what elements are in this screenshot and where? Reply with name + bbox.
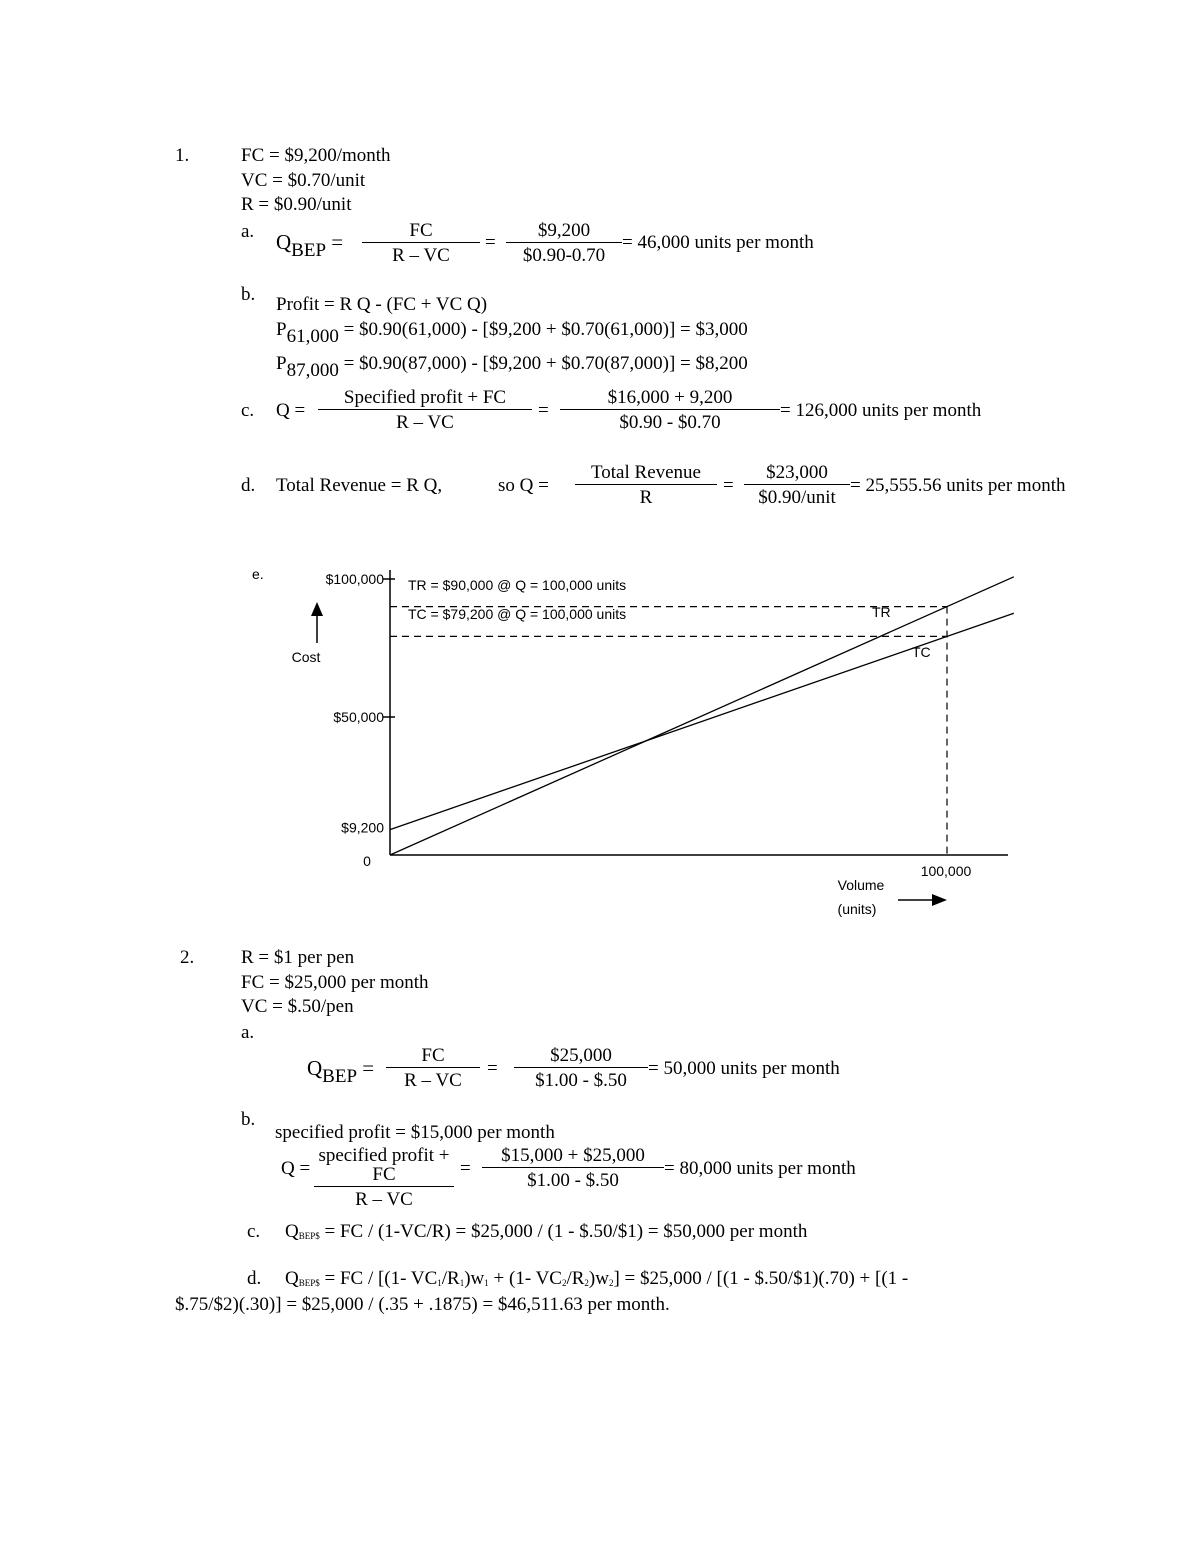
result-b: = 80,000 units per month <box>664 1158 856 1179</box>
part-d-label: d. <box>241 475 256 496</box>
part-d-label: d. <box>247 1268 262 1289</box>
vc-line: VC = $0.70/unit <box>241 170 366 191</box>
total-revenue-text: Total Revenue = R Q, <box>276 475 443 496</box>
part-c-label: c. <box>241 400 255 421</box>
fc-line: FC = $25,000 per month <box>241 972 429 993</box>
fraction-fc-over-r-vc: $\frac{FC}{R - VC}$ <box>362 221 480 265</box>
part-a-label: a. <box>241 221 255 242</box>
equals: = <box>460 1158 471 1179</box>
x-axis-title: Volume <box>837 877 885 893</box>
part-b-label: b. <box>241 284 256 305</box>
part-b-label: b. <box>241 1109 256 1130</box>
fraction-values: $23,000 $0.90/unit <box>744 463 850 507</box>
part-a-label: a. <box>241 1022 255 1043</box>
specified-profit-line: specified profit = $15,000 per month <box>275 1122 555 1143</box>
fraction-values: $\frac{\$25,000}{\$1.00 - \$.50}$ <box>514 1046 648 1090</box>
r-line: R = $1 per pen <box>241 947 355 968</box>
q-equals: Q = <box>281 1158 311 1179</box>
profit-61000: $P_{61,000}$ = $0.90(61,000) - [$9,200 + $0.70(61,000)] = $3,000 <box>276 319 748 347</box>
y-axis-title: Cost <box>291 649 321 665</box>
fraction-profit-plus-fc: specified profit + FC R – VC <box>314 1146 454 1209</box>
weighted-qbep-formula: $Q_{BEP\$}$ = FC / [(1- $VC_1/R_1)w_1 + (1-$ $VC_2/R_2)w_2$] = $25,000 / [(1 - $.50/$1)(.70) + [(1 - <box>285 1268 909 1289</box>
tc-annotation: TC = $79,200 @ Q = 100,000 units <box>408 606 627 622</box>
q-equals: Q = <box>276 400 306 421</box>
equals: = <box>538 400 549 421</box>
result-c: = 126,000 units per month <box>780 400 982 421</box>
equals: = <box>485 232 496 253</box>
fraction-values: $\frac{\$9,200}{\$0.90-0.70}$ <box>506 221 622 265</box>
result-a: = 50,000 units per month <box>648 1058 840 1079</box>
tr-annotation: TR = $90,000 @ Q = 100,000 units <box>408 577 627 593</box>
x-tick-label: 100,000 <box>920 863 972 879</box>
volume-arrowhead <box>932 894 947 906</box>
part-c-label: c. <box>247 1221 261 1242</box>
so-q-equals: so Q = <box>498 475 549 496</box>
fraction-profit-plus-fc: Specified profit + FC R – VC <box>318 388 532 432</box>
tc-label: TC <box>912 644 931 660</box>
origin-label: 0 <box>363 853 371 869</box>
fraction-values: $\frac{\$15,000 + \$25,000}{\$1.00 - \$.50}$ <box>482 1146 664 1190</box>
fraction-fc-over-r-vc: $\frac{FC}{R - VC}$ <box>386 1046 480 1090</box>
y-tick-label: $50,000 <box>333 709 384 725</box>
profit-formula: Profit = R Q - (FC + VC Q) <box>276 294 488 315</box>
r-line: R = $0.90/unit <box>241 194 352 215</box>
x-axis-units: (units) <box>837 901 877 917</box>
result-a: = 46,000 units per month <box>622 232 814 253</box>
tr-label: TR <box>872 604 891 620</box>
part-e-label: e. <box>252 566 264 582</box>
y-tick-label: $9,200 <box>341 819 384 836</box>
qbep-dollar-formula: $Q_{BEP\$}$ = FC / (1-VC/R) = $25,000 / (1 - $.50/$1) = $50,000 per month <box>285 1221 808 1242</box>
qbep-lhs: $Q_{BEP}$ = <box>276 230 344 261</box>
weighted-qbep-continuation: $.75/$2)(.30)] = $25,000 / (.35 + .1875) = $46,511.63 per month. <box>175 1294 670 1315</box>
cost-arrowhead <box>311 602 323 616</box>
vc-line: VC = $.50/pen <box>241 996 354 1017</box>
result-d: = 25,555.56 units per month <box>850 475 1066 496</box>
qbep-lhs: $Q_{BEP}$ = <box>307 1056 375 1087</box>
y-tick-label: $100,000 <box>325 571 384 587</box>
fc-line: FC = $9,200/month <box>241 145 391 166</box>
fraction-values: $\frac{\$16,000 + 9,200}{\$0.90 - \$0.70}$ <box>560 388 780 432</box>
equals: = <box>487 1058 498 1079</box>
problem-2-number: 2. <box>180 947 195 968</box>
equals: = <box>723 475 734 496</box>
problem-1-number: 1. <box>175 145 190 166</box>
fraction-total-revenue-over-r: Total Revenue R <box>575 463 717 507</box>
profit-87000: $P_{87,000}$ = $0.90(87,000) - [$9,200 + $0.70(87,000)] = $8,200 <box>276 353 748 381</box>
